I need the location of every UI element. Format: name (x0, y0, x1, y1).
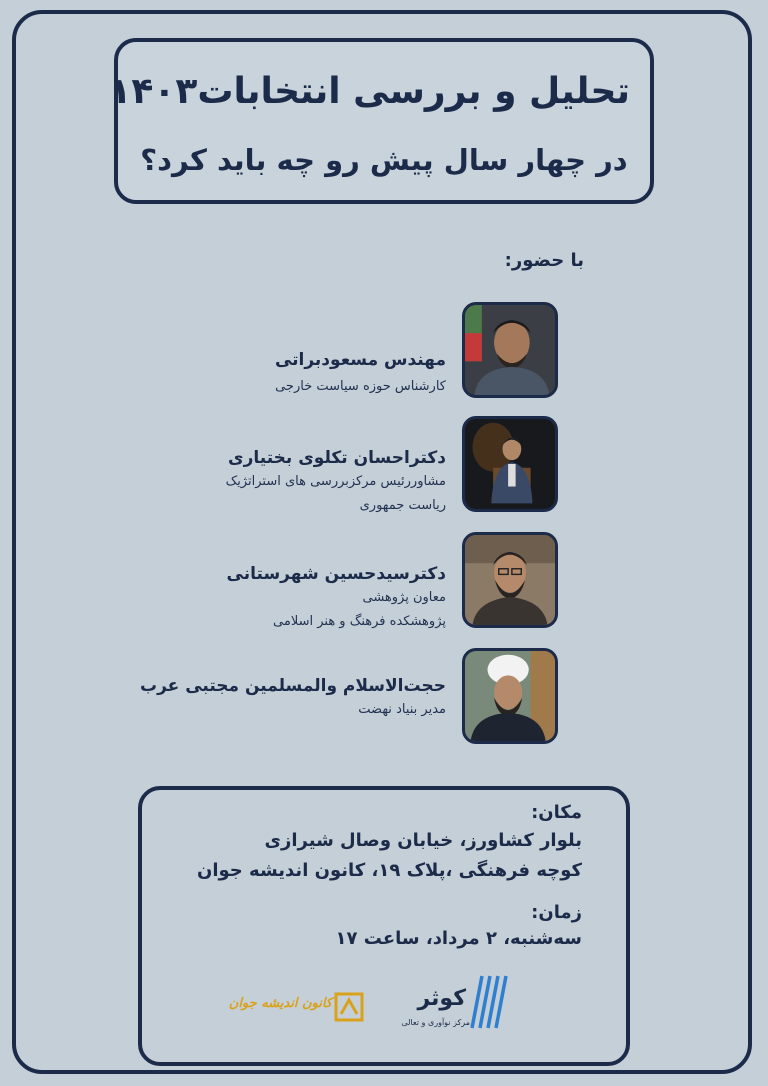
title-box (109, 38, 654, 204)
speaker-card (0, 648, 558, 748)
time-line: سه‌شنبه، ۲ مرداد، ساعت ۱۷ (335, 928, 582, 949)
speaker-role: مدیر بنیاد نهضت (358, 702, 446, 717)
speaker-photo-4 (462, 648, 558, 744)
venue-label: مکان: (531, 802, 582, 823)
speaker-name: دکترسیدحسین شهرستانی (226, 564, 446, 584)
poster-subtitle: در چهار سال پیش رو چه باید کرد؟ (140, 143, 628, 177)
speaker-role: کارشناس حوزه سیاست خارجی (275, 379, 446, 394)
presence-label: با حضور: (504, 250, 584, 271)
speaker-name: مهندس مسعودبراتی (274, 350, 446, 370)
kowsar-logo (401, 970, 514, 1034)
kowsar-logo-name: کوثر (417, 986, 466, 1011)
kanoon-logo-text: کانون اندیشه جوان (228, 996, 332, 1011)
person-portrait-icon (465, 651, 555, 741)
speaker-card (0, 302, 558, 402)
speaker-photo-3 (462, 532, 558, 628)
poster-title: تحلیل و بررسی انتخابات۱۴۰۳ (109, 71, 630, 112)
venue-line-1: بلوار کشاورز، خیابان وصال شیرازی (264, 830, 582, 851)
speaker-name: دکتراحسان تکلوی بختیاری (228, 448, 446, 468)
venue-line-2: کوچه فرهنگی ،پلاک ۱۹، کانون اندیشه جوان (196, 860, 582, 881)
kowsar-logo-subtitle: مرکز نوآوری و تعالی (401, 1018, 470, 1027)
speaker-role: معاون پژوهشی پژوهشکده فرهنگ و هنر اسلامی (273, 590, 446, 629)
speaker-name: حجت‌الاسلام والمسلمین مجتبی عرب (140, 676, 446, 696)
person-portrait-icon (465, 305, 555, 395)
event-info-box (138, 786, 630, 1066)
person-portrait-icon (465, 535, 555, 625)
speaker-card (0, 416, 558, 516)
person-portrait-icon (465, 419, 555, 509)
kanoon-emblem-icon (246, 980, 376, 1044)
kanoon-logo (228, 980, 376, 1044)
speaker-role: مشاوررئیس مرکزبررسی های استراتژیک ریاست جمهوری (225, 474, 446, 513)
time-label: زمان: (531, 902, 582, 923)
speaker-photo-2 (462, 416, 558, 512)
speaker-photo-1 (462, 302, 558, 398)
speaker-card (0, 532, 558, 632)
